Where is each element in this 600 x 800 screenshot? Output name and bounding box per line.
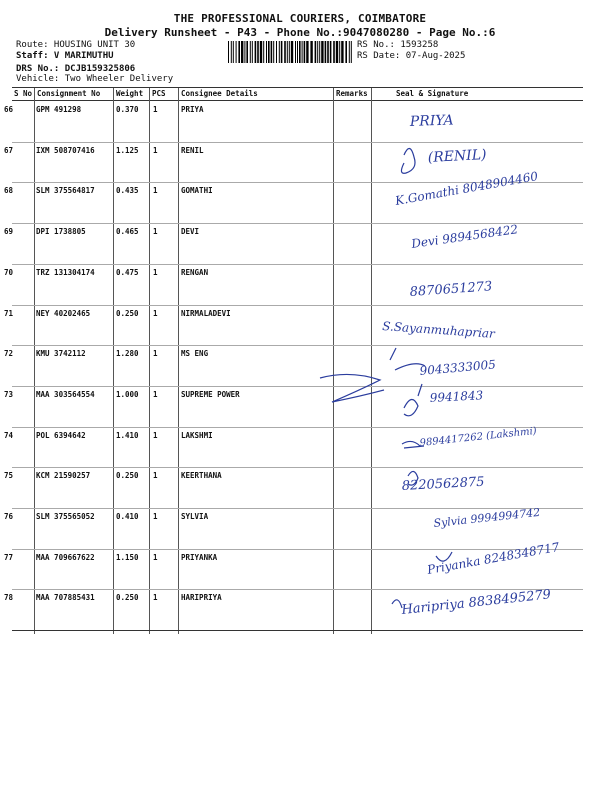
barcode-bar xyxy=(317,41,318,63)
cell-consignment: GPM 491298 xyxy=(36,105,82,114)
cell-consignment: DPI 1738805 xyxy=(36,227,86,237)
cell-sno: 74 xyxy=(4,430,14,440)
barcode-bar xyxy=(271,41,273,63)
handwritten-signature: 9941843 xyxy=(429,388,484,405)
handwritten-signature: 9043333005 xyxy=(419,357,497,378)
handwritten-signature: Devi 9894568422 xyxy=(410,222,519,251)
handwritten-signature: 8220562875 xyxy=(401,474,485,494)
cell-sno: 67 xyxy=(4,145,14,155)
cell-sno: 78 xyxy=(4,593,14,603)
cell-sno: 73 xyxy=(4,389,14,399)
barcode-bar xyxy=(228,41,229,63)
barcode-bar xyxy=(276,41,277,63)
cell-weight: 0.250 xyxy=(116,308,139,318)
handwritten-signature: Haripriya 8838495279 xyxy=(400,587,552,618)
barcode-bar xyxy=(327,41,329,63)
cell-pcs: 1 xyxy=(153,430,158,440)
cell-consignment: TRZ 131304174 xyxy=(36,267,95,277)
runsheet-title: THE PROFESSIONAL COURIERS, COIMBATORE xyxy=(173,12,427,25)
row-divider xyxy=(12,630,583,631)
barcode-bar xyxy=(263,41,264,63)
table-row xyxy=(4,101,583,141)
barcode-image xyxy=(228,41,352,63)
cell-consignee: KEERTHANA xyxy=(181,471,222,481)
cell-consignment: SLM 375564817 xyxy=(36,186,95,196)
barcode-bar xyxy=(236,41,237,63)
cell-consignment: MAA 709667622 xyxy=(36,552,95,562)
cell-consignment: KMU 3742112 xyxy=(36,349,86,359)
cell-pcs: 1 xyxy=(153,593,158,603)
cell-pcs: 1 xyxy=(153,349,158,359)
cell-consignee: SYLVIA xyxy=(181,512,209,521)
barcode-bar xyxy=(250,41,251,63)
cell-pcs: 1 xyxy=(153,227,158,237)
header-signature: Seal & Signature xyxy=(396,89,469,98)
handwritten-signature: 8870651273 xyxy=(409,279,493,300)
cell-pcs: 1 xyxy=(153,105,158,114)
cell-pcs: 1 xyxy=(153,267,158,277)
table-row xyxy=(4,182,583,222)
cell-pcs: 1 xyxy=(153,389,158,399)
vehicle-text: Vehicle: Two Wheeler Delivery xyxy=(16,74,174,84)
cell-consignment: POL 6394642 xyxy=(36,430,86,440)
barcode-bar xyxy=(345,41,347,63)
cell-weight: 0.250 xyxy=(116,471,139,481)
barcode-bar xyxy=(339,41,340,63)
cell-pcs: 1 xyxy=(153,145,158,155)
handwritten-signature: K.Gomathi 8048904460 xyxy=(394,169,540,208)
table-row xyxy=(4,549,583,589)
cell-sno: 70 xyxy=(4,267,14,277)
barcode-bar xyxy=(295,41,296,63)
table-row xyxy=(4,142,583,182)
barcode-bar xyxy=(336,41,338,63)
drs-number: DRS No.: DCJB159325806 xyxy=(16,64,136,74)
barcode-bar xyxy=(315,41,317,63)
table-row xyxy=(4,427,583,467)
barcode-bar xyxy=(299,41,301,63)
cell-consignee: SUPREME POWER xyxy=(181,389,240,399)
barcode-bar xyxy=(349,41,350,63)
cell-weight: 1.000 xyxy=(116,389,139,399)
cell-sno: 77 xyxy=(4,552,14,562)
handwritten-signature: PRIYA xyxy=(409,112,454,130)
cell-sno: 66 xyxy=(4,105,14,114)
route-text: Route: HOUSING UNIT 30 xyxy=(16,40,136,50)
header-weight: Weight xyxy=(116,89,144,98)
barcode-bar xyxy=(231,41,232,63)
cell-consignment: IXM 508707416 xyxy=(36,145,95,155)
cell-sno: 71 xyxy=(4,308,14,318)
barcode-bar xyxy=(330,41,332,63)
cell-weight: 0.410 xyxy=(116,512,139,521)
barcode-bar xyxy=(287,41,288,63)
barcode-bar xyxy=(246,41,248,63)
handwritten-signature: (RENIL) xyxy=(427,146,487,166)
barcode-bar xyxy=(304,41,306,63)
cell-consignee: PRIYANKA xyxy=(181,552,218,562)
table-row xyxy=(4,386,583,426)
barcode-bar xyxy=(284,41,286,63)
barcode-bar xyxy=(310,41,312,63)
barcode-bar xyxy=(333,41,335,63)
cell-sno: 68 xyxy=(4,186,14,196)
cell-weight: 0.250 xyxy=(116,593,139,603)
barcode-bar xyxy=(255,41,257,63)
cell-consignee: HARIPRIYA xyxy=(181,593,222,603)
cell-consignee: LAKSHMI xyxy=(181,430,213,440)
barcode-bar xyxy=(341,41,343,63)
handwritten-signature: 9894417262 (Lakshmi) xyxy=(419,425,538,449)
barcode-bar xyxy=(279,41,280,63)
header-remarks: Remarks xyxy=(336,89,368,98)
handwritten-signature: Priyanka 8248348717 xyxy=(426,539,561,577)
barcode-bar xyxy=(257,41,259,63)
cell-consignee: MS ENG xyxy=(181,349,209,359)
rs-number: RS No.: 1593258 xyxy=(357,40,439,50)
cell-pcs: 1 xyxy=(153,512,158,521)
barcode-bar xyxy=(306,41,308,63)
cell-consignee: RENIL xyxy=(181,145,204,155)
cell-weight: 0.435 xyxy=(116,186,139,196)
table-row xyxy=(4,589,583,629)
cell-sno: 75 xyxy=(4,471,14,481)
cell-weight: 0.475 xyxy=(116,267,139,277)
table-row xyxy=(4,305,583,345)
header-sno: S No xyxy=(14,89,33,98)
cell-consignment: NEY 40202465 xyxy=(36,308,91,318)
barcode-bar xyxy=(297,41,298,63)
cell-weight: 0.465 xyxy=(116,227,139,237)
cell-pcs: 1 xyxy=(153,186,158,196)
cell-consignee: PRIYA xyxy=(181,105,204,114)
cell-weight: 1.150 xyxy=(116,552,139,562)
cell-sno: 76 xyxy=(4,512,14,521)
barcode-bar xyxy=(281,41,283,63)
cell-sno: 69 xyxy=(4,227,14,237)
staff-text: Staff: V MARIMUTHU xyxy=(16,51,114,61)
barcode-bar xyxy=(268,41,270,63)
handwritten-signature: Sylvia 9994994742 xyxy=(432,505,541,530)
runsheet-table xyxy=(4,87,583,634)
cell-consignment: KCM 21590257 xyxy=(36,471,91,481)
barcode-bar xyxy=(244,41,245,63)
barcode-bar xyxy=(289,41,290,63)
barcode-bar xyxy=(252,41,253,63)
barcode-bar xyxy=(302,41,303,63)
header-pcs: PCS xyxy=(152,89,166,98)
rs-date: RS Date: 07-Aug-2025 xyxy=(357,51,466,61)
handwritten-signature: S.Sayanmuhapriar xyxy=(381,319,496,341)
cell-consignment: SLM 375565052 xyxy=(36,512,95,521)
barcode-bar xyxy=(260,41,262,63)
table-row xyxy=(4,223,583,263)
cell-pcs: 1 xyxy=(153,552,158,562)
header-consignment: Consignment No xyxy=(37,89,101,98)
barcode-bar xyxy=(351,41,352,63)
cell-pcs: 1 xyxy=(153,308,158,318)
barcode-bar xyxy=(319,41,320,63)
cell-weight: 1.125 xyxy=(116,145,139,155)
runsheet-subtitle: Delivery Runsheet - P43 - Phone No.:9047080280 - Page No.:6 xyxy=(104,26,496,39)
cell-weight: 0.370 xyxy=(116,105,139,114)
cell-consignment: MAA 707885431 xyxy=(36,593,95,603)
table-row xyxy=(4,467,583,507)
barcode-bar xyxy=(273,41,274,63)
barcode-bar xyxy=(241,41,243,63)
barcode-bar xyxy=(325,41,327,63)
barcode-bar xyxy=(233,41,234,63)
cell-consignee: RENGAN xyxy=(181,267,209,277)
header-consignee: Consignee Details xyxy=(181,89,258,98)
table-row xyxy=(4,345,583,385)
table-row xyxy=(4,505,583,548)
cell-consignee: DEVI xyxy=(181,227,200,237)
cell-consignment: MAA 303564554 xyxy=(36,389,95,399)
barcode-bar xyxy=(238,41,240,63)
cell-weight: 1.410 xyxy=(116,430,139,440)
cell-pcs: 1 xyxy=(153,471,158,481)
barcode-bar xyxy=(321,41,323,63)
barcode-bar xyxy=(291,41,293,63)
table-row xyxy=(4,264,583,304)
cell-weight: 1.280 xyxy=(116,349,139,359)
cell-sno: 72 xyxy=(4,349,14,359)
cell-consignee: NIRMALADEVI xyxy=(181,308,231,318)
barcode-bar xyxy=(266,41,267,63)
cell-consignee: GOMATHI xyxy=(181,186,213,196)
